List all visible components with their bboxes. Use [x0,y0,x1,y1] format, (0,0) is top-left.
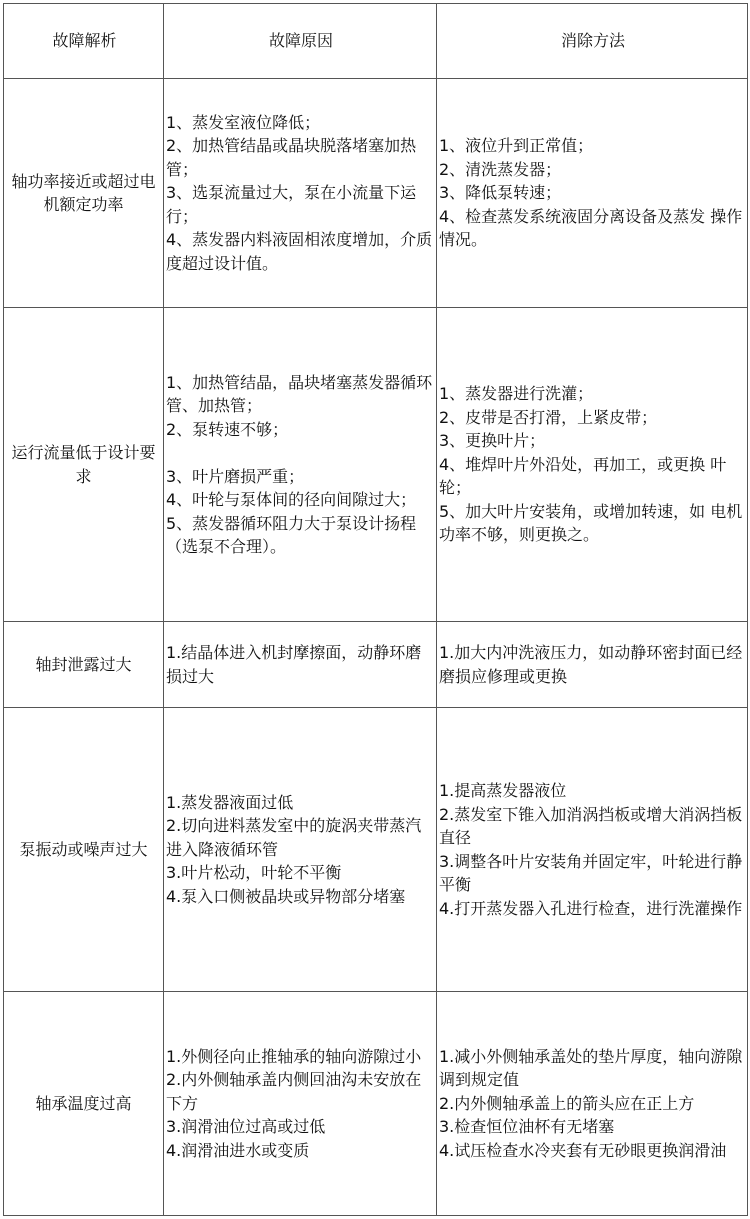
fault-name: 运行流量低于设计要求 [4,308,164,622]
cause-cell [164,992,437,1216]
cause-item: 4.泵入口侧被晶块或异物部分堵塞 [166,886,406,906]
cause-cell [164,708,437,992]
remedy-item: 2、清洗蒸发器； [439,159,562,179]
cause-item: 3.润滑油位过高或过低 [166,1117,326,1137]
remedy-item: 2、皮带是否打滑，上紧皮带； [439,407,658,427]
cause-item: 2、泵转速不够； [166,419,289,439]
cause-item: 4、蒸发器内料液固相浓度增加，介质 度超过设计值。 [166,230,433,273]
table-row [4,708,748,992]
remedy-item: 4、检查蒸发系统液固分离设备及蒸发 操作情况。 [439,206,743,250]
remedy-item: 4.试压检查水冷夹套有无砂眼更换润滑油 [439,1140,727,1160]
remedy-item: 1、蒸发器进行洗灌； [439,384,594,404]
remedy-cell [437,79,748,308]
table-row [4,79,748,308]
table-row [4,622,748,708]
fault-name: 轴功率接近或超过电机额定功率 [4,79,164,308]
remedy-item: 2.内外侧轴承盖上的箭头应在正上方 [439,1093,695,1113]
fault-name: 泵振动或噪声过大 [4,708,164,992]
cause-cell [164,79,437,308]
table-row [4,992,748,1216]
cause-item: 2.内外侧轴承盖内侧回油沟未安放在下方 [166,1070,422,1113]
cause-item: 3、叶片磨损严重； [166,466,305,486]
cause-item: 1.结晶体进入机封摩擦面，动静环磨损过大 [166,643,422,686]
cause-item: 1、加热管结晶，晶块堵塞蒸发器循环 管、加热管； [166,372,433,415]
header-cause: 故障原因 [164,4,437,79]
cause-cell [164,622,437,708]
blank-line [166,441,436,465]
header-fault: 故障解析 [4,4,164,79]
cause-item: 1.蒸发器液面过低 [166,792,294,812]
remedy-cell [437,992,748,1216]
cause-item: 1.外侧径向止推轴承的轴向游隙过小 [166,1046,422,1066]
cause-item: 3.叶片松动，叶轮不平衡 [166,863,342,883]
header-row [4,4,748,79]
remedy-item: 3.调整各叶片安装角并固定牢，叶轮进行静平衡 [439,851,743,894]
cause-item: 1、蒸发室液位降低； [166,112,321,132]
remedy-cell [437,622,748,708]
table-row [4,308,748,622]
fault-analysis-table [3,3,748,1216]
remedy-cell [437,308,748,622]
remedy-item: 4.打开蒸发器入孔进行检查，进行洗灌操作 [439,898,743,918]
cause-item: 5、蒸发器循环阻力大于泵设计扬程 （选泵不合理）。 [166,513,417,556]
remedy-item: 1.加大内冲洗液压力，如动静环密封面已经磨损应修理或更换 [439,643,743,686]
cause-item: 2、加热管结晶或晶块脱落堵塞加热管； [166,136,417,179]
remedy-item: 1、液位升到正常值； [439,136,594,156]
remedy-item: 1.提高蒸发器液位 [439,781,567,800]
remedy-item: 3.检查恒位油杯有无堵塞 [439,1117,615,1137]
cause-item: 4、叶轮与泵体间的径向间隙过大； [166,490,417,509]
header-remedy: 消除方法 [437,4,748,79]
remedy-item: 3、更换叶片； [439,431,546,451]
remedy-item: 4、堆焊叶片外沿处，再加工，或更换 叶轮； [439,454,727,498]
remedy-item: 1.减小外侧轴承盖处的垫片厚度，轴向游隙调到规定值 [439,1046,743,1090]
remedy-item: 3、降低泵转速； [439,183,562,203]
remedy-item: 5、加大叶片安装角，或增加转速，如 电机功率不够，则更换之。 [439,501,743,545]
remedy-cell [437,708,748,992]
cause-cell [164,308,437,622]
fault-name: 轴承温度过高 [4,992,164,1216]
cause-item: 4.润滑油进水或变质 [166,1140,310,1160]
remedy-item: 2.蒸发室下锥入加消涡挡板或增大消涡挡板直径 [439,804,743,847]
cause-item: 3、选泵流量过大，泵在小流量下运行； [166,183,417,226]
cause-item: 2.切向进料蒸发室中的旋涡夹带蒸汽进入降液循环管 [166,816,422,859]
fault-name: 轴封泄露过大 [4,622,164,708]
